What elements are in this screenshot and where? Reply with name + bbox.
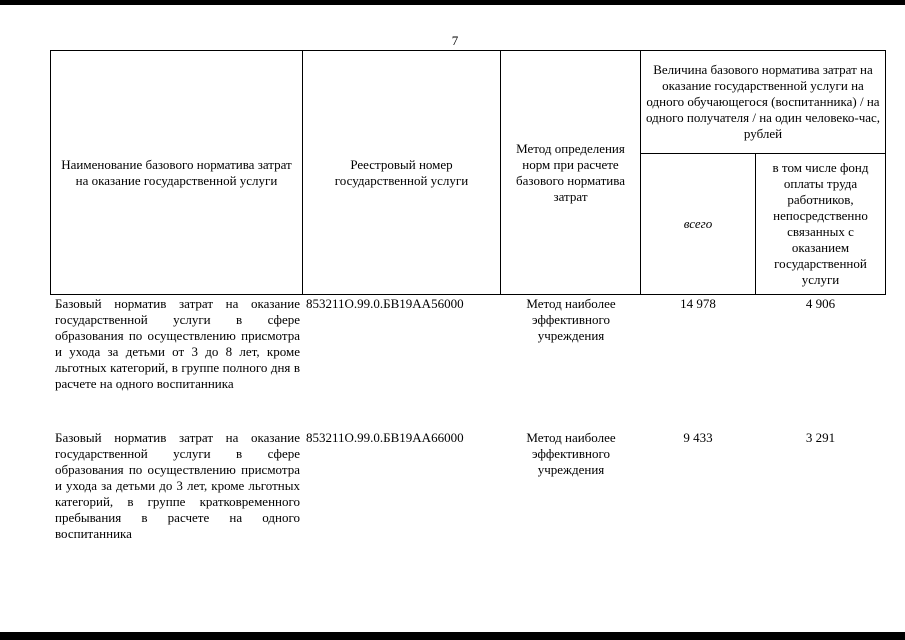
scan-bottom-border [0,632,905,640]
row-1-registry: 853211О.99.0.БВ19АА56000 [306,296,464,311]
header-name-label: Наименование базового норматива затрат на оказание государственной услуги [61,156,292,188]
header-value-group-label: Величина базового норматива затрат на оказание государственной услуги на одного обучающегося (воспитанника) / на одного получателя / на один человеко-час, рублей [645,62,881,141]
row-1-method: Метод наиболее эффективного учреждения [526,296,616,343]
header-name-column [50,50,303,295]
row-1-total: 14 978 [680,296,716,311]
header-registry-column [302,50,501,295]
header-total-label: всего [683,216,713,231]
row-2-payroll: 3 291 [805,430,836,445]
row-1-name: Базовый норматив затрат на оказание государственной услуги в сфере образования по осуществлению присмотра и ухода за детьми от 3 до 8 лет, кроме льготных категорий, в группе полного дня в расчете на одного воспитанника [55,296,300,391]
row-2-method: Метод наиболее эффективного учреждения [526,430,616,477]
header-method-column [500,50,641,295]
header-payroll-column [755,153,886,295]
header-payroll-label: в том числе фонд оплаты труда работников, непосредственно связанных с оказанием государственной услуги [772,160,869,287]
row-1-payroll: 4 906 [805,296,836,311]
row-2-total: 9 433 [683,430,713,445]
row-2-registry: 853211О.99.0.БВ19АА66000 [306,430,464,445]
page-number: 7 [451,33,459,48]
row-2-name: Базовый норматив затрат на оказание государственной услуги в сфере образования по осуществлению присмотра и ухода за детьми до 3 лет, кроме льготных категорий, в группе кратковременного пребывания в расчете на одного воспитанника [55,430,300,541]
header-method-label: Метод определения норм при расчете базового норматива затрат [516,140,625,204]
header-value-group [640,50,886,154]
header-total-column [640,153,756,295]
header-registry-label: Реестровый номер государственной услуги [334,156,469,188]
scan-top-border [0,0,905,5]
